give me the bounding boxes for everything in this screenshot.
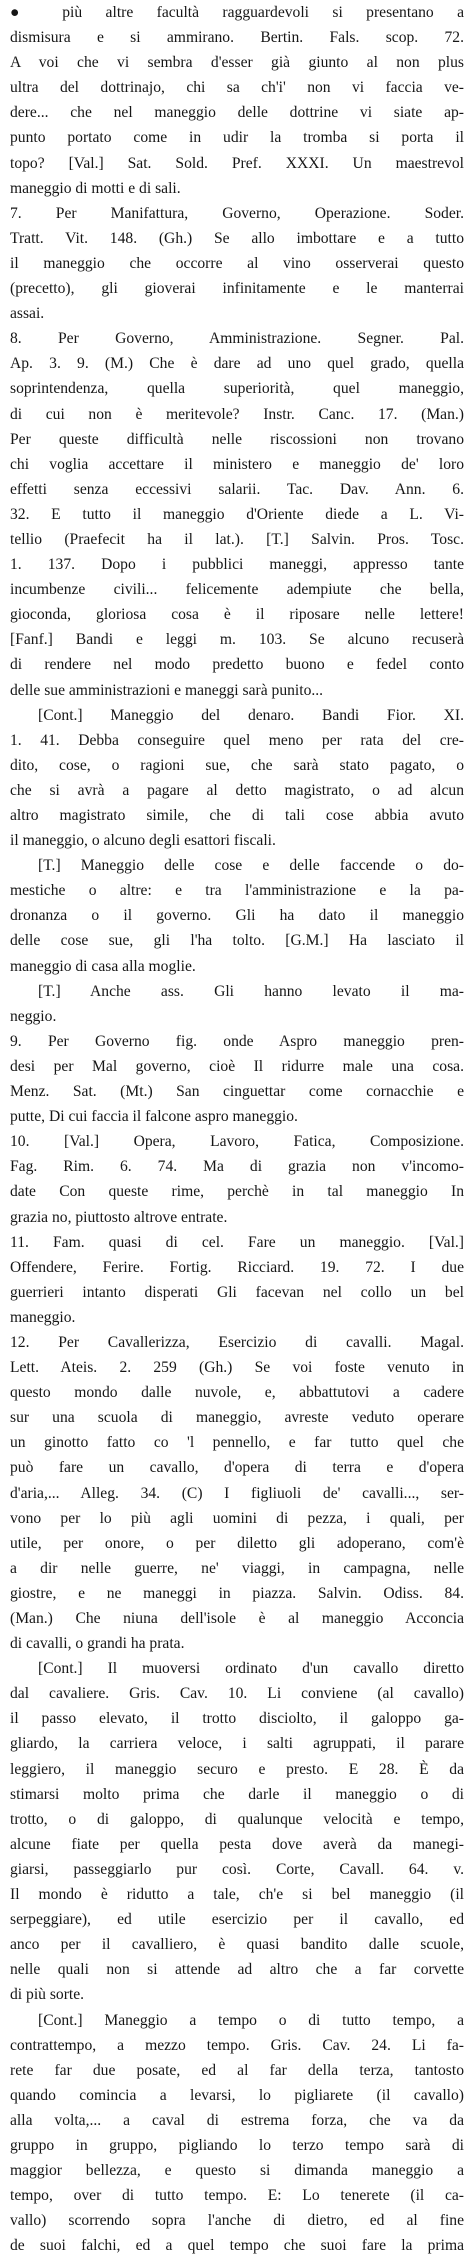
text-line: alla volta,... a caval di estrema forza, che va da bbox=[10, 2108, 464, 2133]
text-line: dronanza o il governo. Gli ha dato il maneggio bbox=[10, 903, 464, 928]
text-line: rete far due posate, ed al far della terza, tantosto bbox=[10, 2058, 464, 2083]
text-line: può fare un cavallo, d'opera di terra e d'opera bbox=[10, 1455, 464, 1480]
text-line: il maneggio, o alcuno degli esattori fiscali. bbox=[10, 828, 464, 853]
text-line: delle cose sue, gli l'ha tolto. [G.M.] Ha lasciato il bbox=[10, 928, 464, 953]
text-line: [Fanf.] Bandi e leggi m. 103. Se alcuno recuserà bbox=[10, 627, 464, 652]
subentry-heading-line: [T.] Maneggio delle cose e delle faccende o do- bbox=[10, 853, 464, 878]
sense-heading-line: 8. Per Governo, Amministrazione. Segner. Pal. bbox=[10, 326, 464, 351]
subentry-muoversi-ordinato bbox=[10, 1656, 464, 2007]
text-line: il passo elevato, il trotto disciolto, il galoppo ga- bbox=[10, 1706, 464, 1731]
text-line: questo mondo dalle nuvole, e, abbattutovi a cadere bbox=[10, 1380, 464, 1405]
text-line: che si avrà a pagare al detto magistrato, o ad alcun bbox=[10, 778, 464, 803]
text-line: maneggio. bbox=[10, 1305, 464, 1330]
text-line: di più sorte. bbox=[10, 1982, 464, 2007]
text-line: guerrieri intanto disperati Gli facevan nel collo un bel bbox=[10, 1280, 464, 1305]
text-line: utile, per onore, o per diletto gli adoperano, com'è bbox=[10, 1531, 464, 1556]
text-line: (precetto), gli gioverai infinitamente e le manterrai bbox=[10, 276, 464, 301]
subentry-heading-line: [Cont.] Il muoversi ordinato d'un cavallo diretto bbox=[10, 1656, 464, 1681]
text-line: vallo) scorrendo sopra l'anche di dietro, ed al fine bbox=[10, 2208, 464, 2233]
text-line: quando comincia a levarsi, lo pigliarete (il cavallo) bbox=[10, 2083, 464, 2108]
subentry-maneggio-del-denaro bbox=[10, 703, 464, 854]
text-line: chi voglia accettare il ministero e maneggio de' loro bbox=[10, 452, 464, 477]
text-line: de suoi falchi, ed a quel tempo che suoi fare la prima bbox=[10, 2233, 464, 2258]
text-line: Offendere, Ferire. Fortig. Ricciard. 19. 72. I due bbox=[10, 1255, 464, 1280]
text-line: giarsi, passeggiarlo pur così. Corte, Cavall. 64. v. bbox=[10, 1857, 464, 1882]
sense-heading-line: 11. Fam. quasi di cel. Fare un maneggio. [Val.] bbox=[10, 1230, 464, 1255]
text-line: vono per lo più agli uomini di pezza, i quali, per bbox=[10, 1506, 464, 1531]
text-line: dito, cose, o ragioni sue, che sarà stato pagato, o bbox=[10, 753, 464, 778]
text-line: leggiero, il maneggio securo e presto. E 28. È da bbox=[10, 1757, 464, 1782]
text-line: di cavalli, o grandi ha prata. bbox=[10, 1631, 464, 1656]
sense-11 bbox=[10, 1230, 464, 1330]
sense-9 bbox=[10, 1029, 464, 1129]
text-line: A voi che vi sembra d'esser già giunto al non plus bbox=[10, 50, 464, 75]
text-line: Lett. Ateis. 2. 259 (Gh.) Se voi foste venuto in bbox=[10, 1355, 464, 1380]
text-line: Il mondo è ridutto a tale, ch'e si bel maneggio (il bbox=[10, 1882, 464, 1907]
text-line: soprintendenza, quella superiorità, quel maneggio, bbox=[10, 376, 464, 401]
text-line: giostre, e ne maneggi in piazza. Salvin. Odiss. 84. bbox=[10, 1581, 464, 1606]
text-line: gioconda, gloriosa cosa è il riposare nelle lettere! bbox=[10, 602, 464, 627]
text-line: sur una scuola di maneggio, avreste veduto operare bbox=[10, 1405, 464, 1430]
text-line: alcune fiate per quella pesta dove averà da manegi- bbox=[10, 1832, 464, 1857]
text-line: 1. 137. Dopo i pubblici maneggi, appresso tante bbox=[10, 552, 464, 577]
subentry-maneggio-delle-cose bbox=[10, 853, 464, 978]
text-line: delle sue amministrazioni e maneggi sarà punito... bbox=[10, 678, 464, 703]
text-line: neggio. bbox=[10, 1004, 464, 1029]
text-line: putte, Di cui faccia il falcone aspro maneggio. bbox=[10, 1104, 464, 1129]
text-line: incumbenze civili... felicemente adempiute che bella, bbox=[10, 577, 464, 602]
text-line: 1. 41. Debba conseguire quel meno per rata del cre- bbox=[10, 728, 464, 753]
text-line: gruppo in gruppo, pigliando lo terzo tempo sarà di bbox=[10, 2133, 464, 2158]
text-line: assai. bbox=[10, 301, 464, 326]
text-line: stimarsi molto prima che darle il maneggio o di bbox=[10, 1782, 464, 1807]
text-line: tellio (Praefecit ha il lat.). [T.] Salvin. Pros. Tosc. bbox=[10, 527, 464, 552]
text-line: altro magistrato simile, che di tali cose abbia avuto bbox=[10, 803, 464, 828]
subentry-heading-line: [Cont.] Maneggio a tempo o di tutto tempo, a bbox=[10, 2008, 464, 2033]
sense-heading-line: 7. Per Manifattura, Governo, Operazione. Soder. bbox=[10, 201, 464, 226]
text-line: maneggio di casa alla moglie. bbox=[10, 954, 464, 979]
text-line: topo? [Val.] Sat. Sold. Pref. XXXI. Un maestrevol bbox=[10, 151, 464, 176]
text-line: ● più altre facultà ragguardevoli si presentano a bbox=[10, 0, 464, 25]
text-line: grazia no, piuttosto altrove entrate. bbox=[10, 1205, 464, 1230]
text-line: 32. E tutto il maneggio d'Oriente diede a L. Vi- bbox=[10, 502, 464, 527]
text-line: mestiche o altre: e tra l'amministrazione e la pa- bbox=[10, 878, 464, 903]
text-line: serpeggiare), ed utile esercizio per il cavallo, ed bbox=[10, 1907, 464, 1932]
text-line: desi per Mal governo, cioè Il ridurre male una cosa. bbox=[10, 1054, 464, 1079]
text-line: un ginotto fatto co 'l pennello, e far tutto quel che bbox=[10, 1430, 464, 1455]
text-line: d'aria,... Alleg. 34. (C) I figliuoli de' cavalli..., ser- bbox=[10, 1481, 464, 1506]
text-line: di cui non è meritevole? Instr. Canc. 17. (Man.) bbox=[10, 402, 464, 427]
subentry-anche-ass bbox=[10, 979, 464, 1029]
text-line: dal cavaliere. Gris. Cav. 10. Li conviene (al cavallo) bbox=[10, 1681, 464, 1706]
sense-8 bbox=[10, 326, 464, 702]
text-line: tempo, over di tutto tempo. E: Lo tenerete (il ca- bbox=[10, 2183, 464, 2208]
text-line: ultra del dottrinajo, chi sa ch'i' non vi faccia ve- bbox=[10, 75, 464, 100]
text-line: anco per il cavalliero, è quasi bandito dalle scuole, bbox=[10, 1932, 464, 1957]
text-line: dere... che nel maneggio delle dottrine vi siate ap- bbox=[10, 100, 464, 125]
text-line: (Man.) Che niuna dell'isole è al maneggio Acconcia bbox=[10, 1606, 464, 1631]
paragraph-continuation bbox=[10, 0, 464, 201]
text-line: nelle quali non si attende ad altro che a far corvette bbox=[10, 1957, 464, 1982]
text-line: gliardo, la carriera veloce, i salti agruppati, il parare bbox=[10, 1731, 464, 1756]
text-line: Per queste difficultà nelle riscossioni non trovano bbox=[10, 427, 464, 452]
sense-10 bbox=[10, 1129, 464, 1229]
text-line: contrattempo, a mezzo tempo. Gris. Cav. 24. Li fa- bbox=[10, 2033, 464, 2058]
text-line: date Con queste rime, perchè in tal maneggio In bbox=[10, 1179, 464, 1204]
text-line: Tratt. Vit. 148. (Gh.) Se allo imbottare e a tutto bbox=[10, 226, 464, 251]
text-line: trotto, o di galoppo, di qualunque velocità e tempo, bbox=[10, 1807, 464, 1832]
text-line: maneggio di motti e di sali. bbox=[10, 176, 464, 201]
text-line: il maneggio che occorre al vino osserverai questo bbox=[10, 251, 464, 276]
subentry-maneggio-a-tempo bbox=[10, 2008, 464, 2258]
subentry-heading-line: [T.] Anche ass. Gli hanno levato il ma- bbox=[10, 979, 464, 1004]
text-line: Fag. Rim. 6. 74. Ma di grazia non v'incomo- bbox=[10, 1154, 464, 1179]
text-line: di rendere nel modo predetto buono e fedel conto bbox=[10, 652, 464, 677]
sense-12 bbox=[10, 1330, 464, 1656]
sense-heading-line: 9. Per Governo fig. onde Aspro maneggio pren- bbox=[10, 1029, 464, 1054]
text-line: effetti senza eccessivi salarii. Tac. Dav. Ann. 6. bbox=[10, 477, 464, 502]
text-line: Menz. Sat. (Mt.) San cinguettar come cornacchie e bbox=[10, 1079, 464, 1104]
text-line: maggior bellezza, e questo si dimanda maneggio a bbox=[10, 2158, 464, 2183]
text-line: dismisura e si ammirano. Bertin. Fals. scop. 72. bbox=[10, 25, 464, 50]
text-line: punto portato come in udir la tromba si porta il bbox=[10, 125, 464, 150]
text-line: Ap. 3. 9. (M.) Che è dare ad uno quel grado, quella bbox=[10, 351, 464, 376]
sense-heading-line: 10. [Val.] Opera, Lavoro, Fatica, Composizione. bbox=[10, 1129, 464, 1154]
subentry-heading-line: [Cont.] Maneggio del denaro. Bandi Fior. XI. bbox=[10, 703, 464, 728]
sense-heading-line: 12. Per Cavallerizza, Esercizio di cavalli. Magal. bbox=[10, 1330, 464, 1355]
text-line: a dir nelle guerre, ne' viaggi, in campagna, nelle bbox=[10, 1556, 464, 1581]
sense-7 bbox=[10, 201, 464, 326]
